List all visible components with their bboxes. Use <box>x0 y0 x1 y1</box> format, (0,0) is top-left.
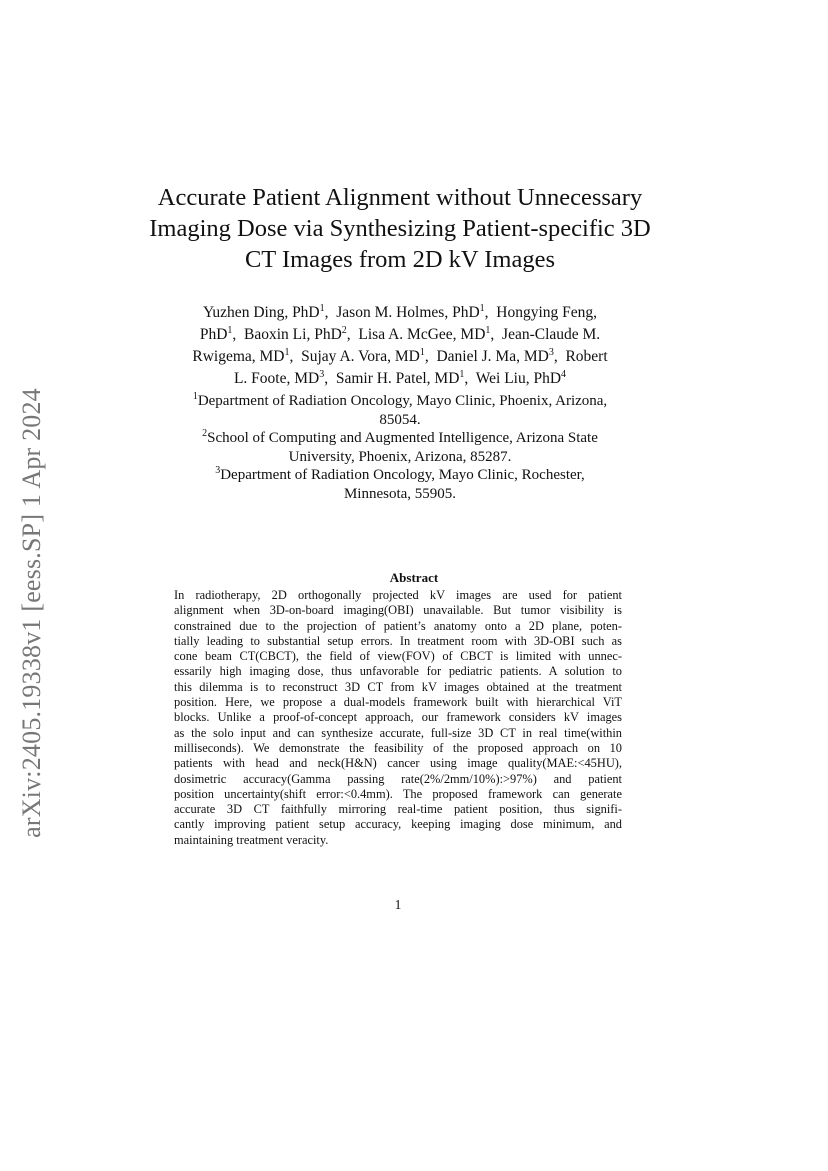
author-name-cont: L. Foote, MD <box>233 370 320 387</box>
author-name: Yuzhen Ding, PhD <box>202 304 320 321</box>
author-name: Robert <box>565 348 608 365</box>
arxiv-stamp-text: arXiv:2405.19338v1 [eess.SP] 1 Apr 2024 <box>17 388 46 838</box>
author-name: Sujay A. Vora, MD <box>301 348 420 365</box>
author-list <box>150 302 650 390</box>
title-line: Accurate Patient Alignment without Unnecessary <box>157 184 643 211</box>
author-name-cont: PhD <box>199 326 228 343</box>
affiliation-number: 1 <box>192 391 198 402</box>
title-line: CT Images from 2D kV Images <box>244 246 556 273</box>
author-name-cont: Rwigema, MD <box>192 348 285 365</box>
author-affiliation-mark: 1 <box>485 325 491 336</box>
author-name: Wei Liu, PhD <box>475 370 562 387</box>
author-name: Baoxin Li, PhD <box>244 326 342 343</box>
author-name: Hongying Feng, <box>496 304 598 321</box>
author-affiliation-mark: 1 <box>227 325 233 336</box>
author-affiliation-mark: 3 <box>548 347 554 358</box>
author-affiliation-mark: 1 <box>284 347 290 358</box>
author-line: Yuzhen Ding, PhD$^1$, Jason M. Holmes, PhD$^1$, Hongying Feng, <box>202 303 598 321</box>
affiliation-3: $^3$Department of Radiation Oncology, Mayo Clinic, Rochester, Minnesota, 55905. <box>215 465 585 502</box>
author-name: Samir H. Patel, MD <box>335 370 460 387</box>
affiliation-2: $^2$School of Computing and Augmented Intelligence, Arizona State University, Phoenix, Arizona, 85287. <box>202 428 598 465</box>
affiliation-number: 2 <box>202 428 208 439</box>
arxiv-identifier-stamp <box>12 368 52 858</box>
page-number: 1 <box>394 897 402 912</box>
author-affiliation-mark: 1 <box>459 369 465 380</box>
author-name: Jean-Claude M. <box>502 326 601 343</box>
author-affiliation-mark: 1 <box>479 303 485 314</box>
author-line: L. Foote, $MD^3$, Samir H. Patel, $MD^1$, Wei Liu, PhD$^4$ <box>233 369 567 387</box>
affiliation-number: 3 <box>215 465 221 476</box>
author-affiliation-mark: 3 <box>319 369 325 380</box>
affiliation-list <box>160 392 640 503</box>
author-line: Rwigema, $MD^1$, Sujay A. Vora, $MD^1$, Daniel J. Ma, $MD^3$, Robert <box>192 347 608 365</box>
author-affiliation-mark: 1 <box>319 303 325 314</box>
author-affiliation-mark: 1 <box>419 347 425 358</box>
abstract-heading: Abstract <box>389 570 439 585</box>
author-affiliation-mark: 2 <box>341 325 347 336</box>
paper-title <box>140 182 660 275</box>
abstract-text: In radiotherapy, 2D orthogonally projected kV images are used for patient alignment when 3D-on-board imaging(OBI) unavailable. But tumor visibility is constrained due to the projection of patient’s anatomy onto a 2D plane, poten- tially leading to substantial setup errors. In treatment room with 3D-OBI such as cone beam CT(CBCT), the field of view(FOV) of CBCT is limited with unnec- essarily high imaging dose, thus unfavorable for pediatric patients. A solution to this dilemma is to reconstruct 3D CT from kV images obtained at the treatment position. Here, we propose a dual-models framework built with hierarchical ViT blocks. Unlike a proof-of-concept approach, our framework considers kV images as the solo input and can synthesize accurate, full-size 3D CT in real time(within milliseconds). We demonstrate the feasibility of the proposed approach on 10 patients with head and neck(H&N) cancer using image quality(MAE:<45HU), dosimetric accuracy(Gamma passing rate(2%/2mm/10%):>97%) and patient position uncertainty(shift error:<0.4mm). The proposed framework can generate accurate 3D CT faithfully mirroring real-time patient position, thus signifi- cantly improving patient setup accuracy, keeping imaging dose minimum, and maintaining treatment veracity. <box>174 588 622 847</box>
author-affiliation-mark: 4 <box>561 369 567 380</box>
author-name: Lisa A. McGee, MD <box>358 326 486 343</box>
author-line: PhD$^1$, Baoxin Li, PhD$^2$, Lisa A. McGee, $MD^1$, Jean-Claude M. <box>199 325 601 343</box>
author-name: Jason M. Holmes, PhD <box>336 304 480 321</box>
author-name: Daniel J. Ma, MD <box>436 348 549 365</box>
affiliation-1: $^1$Department of Radiation Oncology, Mayo Clinic, Phoenix, Arizona, 85054. <box>192 391 608 428</box>
title-line: Imaging Dose via Synthesizing Patient-specific 3D <box>149 215 651 242</box>
